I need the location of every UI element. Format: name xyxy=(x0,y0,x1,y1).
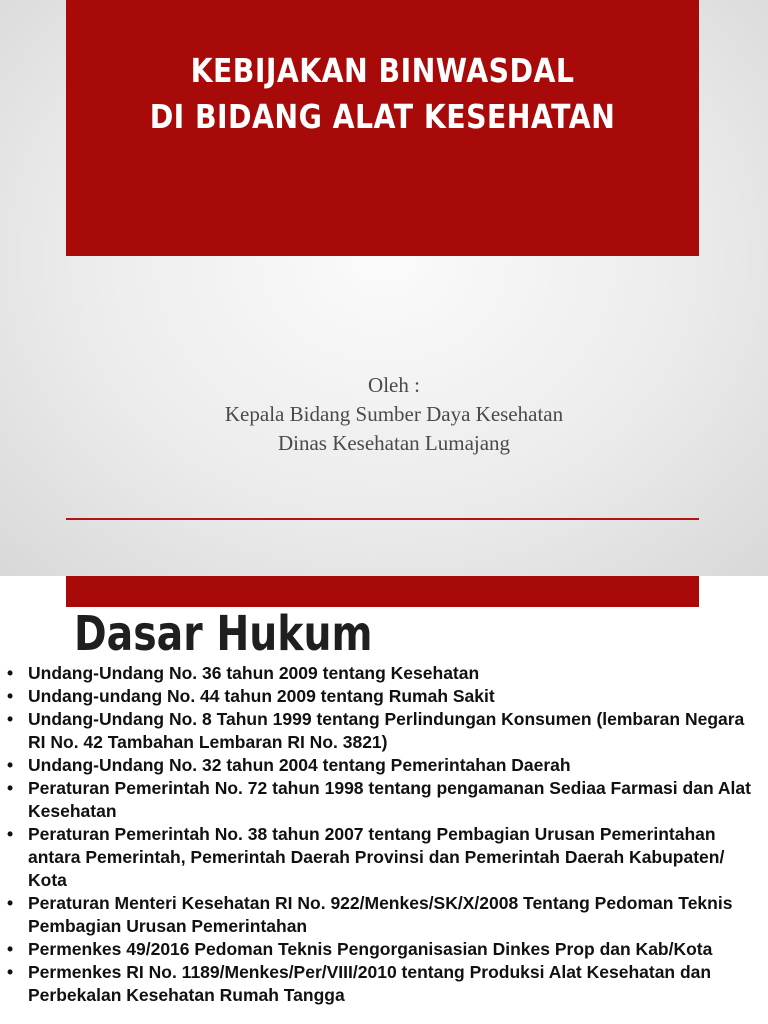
list-item xyxy=(0,938,768,961)
list-item xyxy=(0,892,768,938)
bullet-icon: • xyxy=(7,778,14,798)
bullet-icon: • xyxy=(7,663,14,683)
list-item-text: Undang-Undang No. 8 Tahun 1999 tentang Perlindungan Konsumen (lembaran Negara RI No. 42 Tambahan Lembaran RI No. 3821) xyxy=(28,709,745,752)
list-item xyxy=(0,662,768,685)
presenter-line-3: Dinas Kesehatan Lumajang xyxy=(277,431,511,455)
list-item-text: Undang-undang No. 44 tahun 2009 tentang Rumah Sakit xyxy=(28,686,495,706)
slide-title-line-1: KEBIJAKAN BINWASDAL xyxy=(190,51,575,90)
bullet-icon: • xyxy=(7,962,14,982)
presenter-line-2: Kepala Bidang Sumber Daya Kesehatan xyxy=(224,402,564,426)
bullet-icon: • xyxy=(7,893,14,913)
bullet-icon: • xyxy=(7,939,14,959)
list-item xyxy=(0,685,768,708)
bullet-icon: • xyxy=(7,824,14,844)
list-item-text: Permenkes 49/2016 Pedoman Teknis Pengorganisasian Dinkes Prop dan Kab/Kota xyxy=(28,939,713,959)
bullet-icon: • xyxy=(7,686,14,706)
list-item-text: Peraturan Pemerintah No. 72 tahun 1998 tentang pengamanan Sediaa Farmasi dan Alat Kesehatan xyxy=(28,778,751,821)
list-item-text: Undang-Undang No. 36 tahun 2009 tentang Kesehatan xyxy=(28,663,480,683)
legal-basis-list xyxy=(0,662,768,1007)
slide-title-line-2: DI BIDANG ALAT KESEHATAN xyxy=(149,97,616,136)
list-item xyxy=(0,777,768,823)
list-item xyxy=(0,961,768,1007)
slide-title xyxy=(110,48,654,140)
presenter-info xyxy=(66,371,722,458)
list-item xyxy=(0,754,768,777)
presenter-line-1: Oleh : xyxy=(368,373,420,397)
list-item-text: Peraturan Menteri Kesehatan RI No. 922/Menkes/SK/X/2008 Tentang Pedoman Teknis Pembagian Urusan Pemerintahan xyxy=(28,893,733,936)
page-heading: Dasar Hukum xyxy=(74,606,373,662)
list-item xyxy=(0,823,768,892)
divider-line xyxy=(66,518,699,520)
list-item-text: Undang-Undang No. 32 tahun 2004 tentang Pemerintahan Daerah xyxy=(28,755,571,775)
list-item-text: Peraturan Pemerintah No. 38 tahun 2007 tentang Pembagian Urusan Pemerintahan antara Pemerintah, Pemerintah Daerah Provinsi dan Pemerintah Daerah Kabupaten/ Kota xyxy=(28,824,725,890)
list-item xyxy=(0,708,768,754)
bullet-icon: • xyxy=(7,709,14,729)
list-item-text: Permenkes RI No. 1189/Menkes/Per/VIII/2010 tentang Produksi Alat Kesehatan dan Perbekalan Kesehatan Rumah Tangga xyxy=(28,962,712,1005)
bullet-icon: • xyxy=(7,755,14,775)
